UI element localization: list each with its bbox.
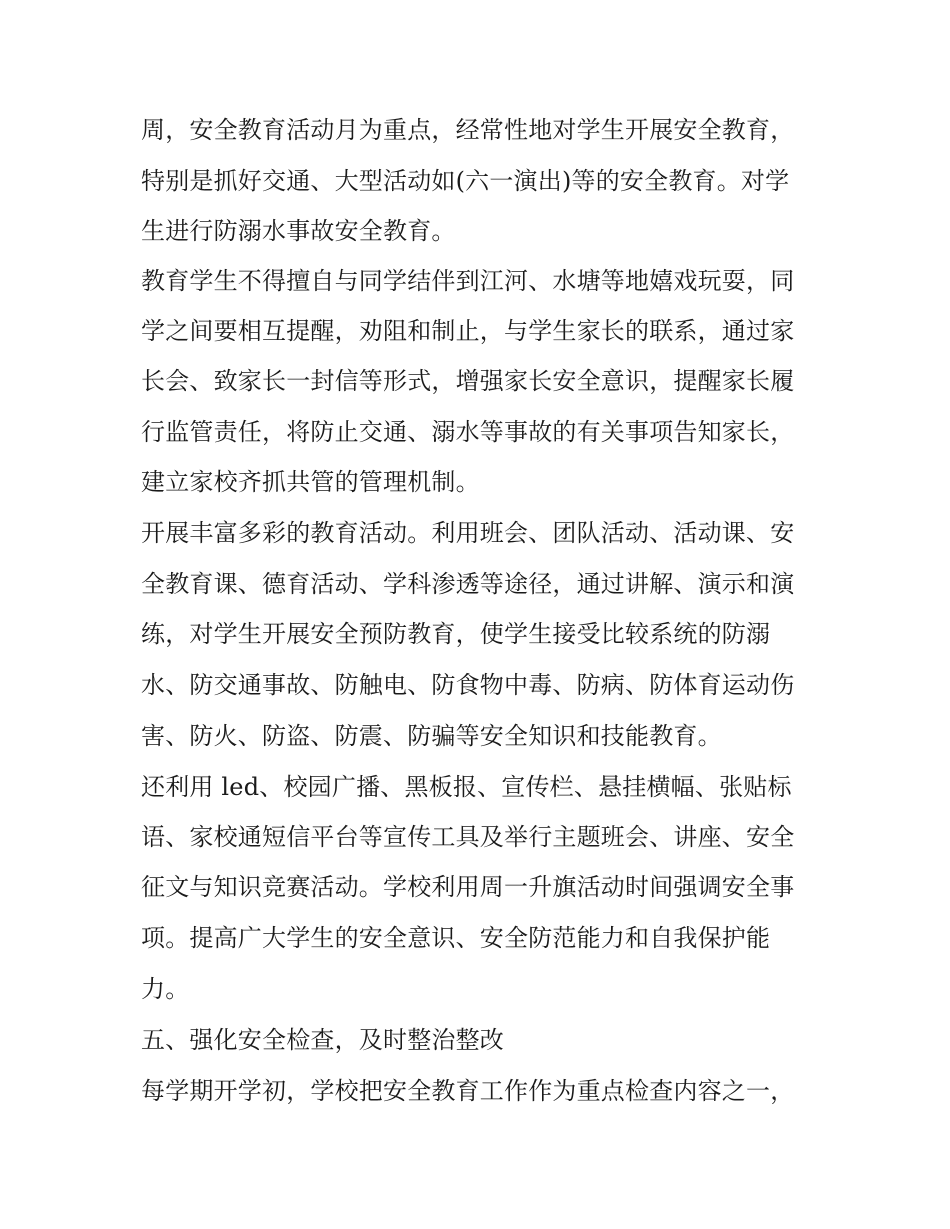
text-line: 水、防交通事故、防触电、防食物中毒、防病、防体育运动伤 [141, 671, 795, 699]
text-line: 还利用 led、校园广播、黑板报、宣传栏、悬挂横幅、张贴标 [141, 773, 792, 801]
text-line: 特别是抓好交通、大型活动如(六一演出)等的安全教育。对学 [141, 167, 790, 195]
text-line: 周，安全教育活动月为重点，经常性地对学生开展安全教育， [141, 116, 795, 144]
text-line: 项。提高广大学生的安全意识、安全防范能力和自我保护能 [141, 924, 771, 952]
text-line: 教育学生不得擅自与同学结伴到江河、水塘等地嬉戏玩耍，同 [141, 267, 795, 295]
text-line: 学之间要相互提醒，劝阻和制止，与学生家长的联系，通过家 [141, 317, 795, 345]
section-heading: 五、强化安全检查，及时整治整改 [141, 1026, 504, 1054]
text-line: 害、防火、防盗、防震、防骗等安全知识和技能教育。 [141, 722, 722, 750]
text-line: 建立家校齐抓共管的管理机制。 [141, 468, 480, 496]
text-line: 全教育课、德育活动、学科渗透等途径，通过讲解、演示和演 [141, 570, 795, 598]
text-line: 征文与知识竞赛活动。学校利用周一升旗活动时间强调安全事 [141, 873, 795, 901]
text-line: 语、家校通短信平台等宣传工具及举行主题班会、讲座、安全 [141, 823, 795, 851]
text-line: 力。 [141, 975, 190, 1003]
text-line: 开展丰富多彩的教育活动。利用班会、团队活动、活动课、安 [141, 519, 795, 547]
text-line: 长会、致家长一封信等形式，增强家长安全意识，提醒家长履 [141, 367, 795, 395]
text-line: 行监管责任，将防止交通、溺水等事故的有关事项告知家长， [141, 418, 795, 446]
text-line: 每学期开学初，学校把安全教育工作作为重点检查内容之一， [141, 1077, 795, 1105]
text-line: 生进行防溺水事故安全教育。 [141, 217, 456, 245]
text-line: 练，对学生开展安全预防教育，使学生接受比较系统的防溺 [141, 620, 771, 648]
